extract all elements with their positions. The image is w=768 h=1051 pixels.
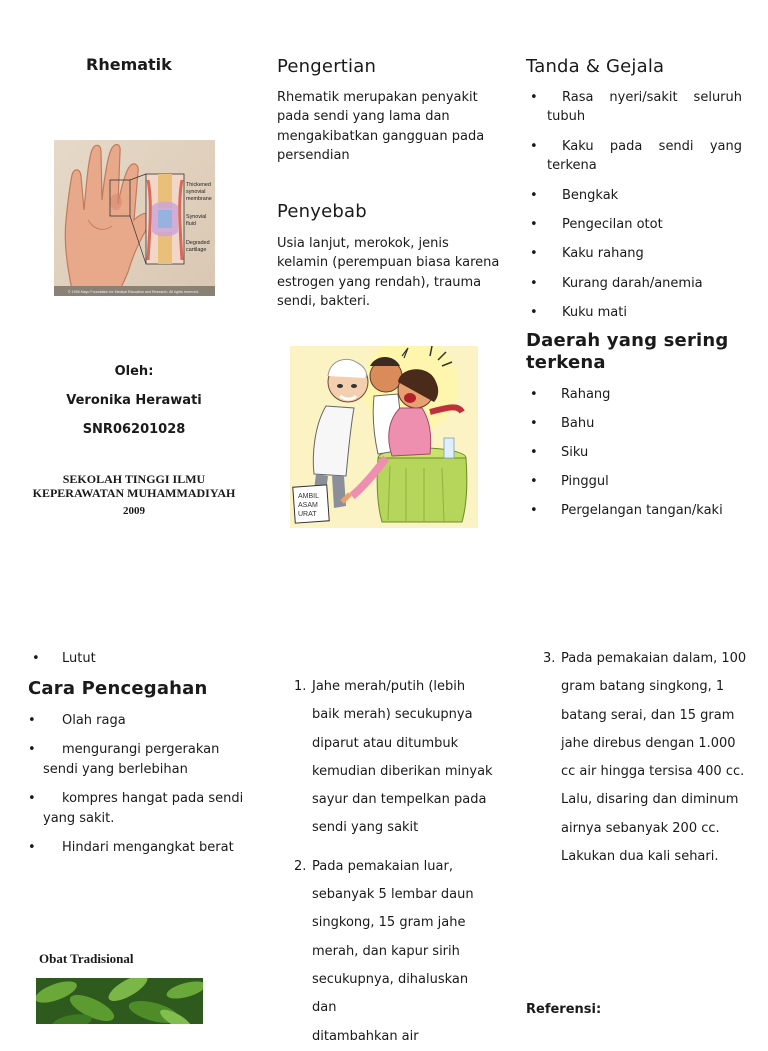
- bullet-icon: •: [530, 90, 538, 105]
- bullet-icon: •: [530, 246, 538, 262]
- lutut-list: [32, 649, 182, 668]
- list-item: • Pergelangan tangan/kaki: [530, 501, 750, 520]
- list-item: • mengurangi pergerakan: [28, 740, 258, 759]
- section-title-daerah: [526, 330, 729, 374]
- list-item: • Siku: [530, 443, 750, 462]
- svg-text:Degraded: Degraded: [186, 240, 210, 246]
- recipe-list-continued: [543, 645, 753, 871]
- svg-text:© 1998 Mayo Foundation for Med: © 1998 Mayo Foundation for Medical Education and Research. All rights reserved.: [68, 290, 199, 294]
- recipe-list: [294, 673, 494, 1051]
- penyebab-line: sendi, bakteri.: [277, 294, 371, 310]
- list-item: • Bengkak: [530, 186, 742, 205]
- school-year: 2009: [123, 505, 145, 517]
- penyebab-text: [277, 234, 507, 312]
- bullet-icon: •: [530, 305, 538, 321]
- bullet-icon: •: [530, 217, 538, 233]
- svg-text:fluid: fluid: [186, 221, 196, 227]
- school-name: [20, 472, 248, 518]
- section-title-gejala: Tanda & Gejala: [526, 56, 665, 77]
- penyebab-line: kelamin (perempuan biasa karena: [277, 255, 500, 271]
- bullet-icon: •: [28, 713, 36, 728]
- list-item: • Hindari mengangkat berat: [28, 838, 258, 857]
- list-item: • Lutut: [32, 649, 182, 668]
- school-name-line1: SEKOLAH TINGGI ILMU: [62, 472, 206, 486]
- references-heading: Referensi:: [526, 1002, 602, 1017]
- gejala-list: [530, 88, 742, 323]
- recipe-item-1: 1. Jahe merah/putih (lebih baik merah) secukupnya diparut atau ditumbuk kemudian diberikan minyak sayur dan tempelkan pada sendi yang sakit: [294, 679, 493, 836]
- bullet-icon: •: [28, 791, 36, 807]
- bullet-icon: •: [530, 275, 538, 291]
- patient-doctor-cartoon: [290, 346, 478, 528]
- recipe-item-2: 2. Pada pemakaian luar, sebanyak 5 lembar daun singkong, 15 gram jahe merah, dan kapur sirih secukupnya, dihaluskan dan ditambahkan air: [294, 858, 474, 1044]
- list-item-continued: yang sakit.: [43, 810, 115, 826]
- bullet-icon: •: [28, 840, 36, 856]
- sign-line2: ASAM: [298, 502, 318, 509]
- bullet-icon: •: [530, 474, 538, 490]
- bullet-icon: •: [32, 651, 40, 666]
- bullet-icon: •: [530, 416, 538, 432]
- list-item: • Olah raga: [28, 711, 258, 730]
- recipe-item-3: 3. Pada pemakaian dalam, 100 gram batang singkong, 1 batang serai, dan 15 gram jahe direbus dengan 1.000 cc air hingga tersisa 400 cc. Lalu, disaring dan diminum airnya sebanyak 200 cc. Lakukan dua kali sehari.: [543, 651, 747, 865]
- list-item: • Pinggul: [530, 472, 750, 491]
- section-title-pengertian: Pengertian: [277, 56, 377, 77]
- list-item: • Bahu: [530, 414, 750, 433]
- svg-text:cartilage: cartilage: [186, 247, 207, 253]
- bullet-icon: •: [530, 503, 538, 519]
- section-title-daerah-line2: terkena: [526, 352, 606, 373]
- list-item: • Kuku mati: [530, 303, 742, 322]
- list-item: • Kaku pada sendi yang: [530, 137, 742, 156]
- bullet-icon: •: [530, 138, 538, 154]
- svg-text:membrane: membrane: [186, 196, 212, 202]
- pengertian-line: Rhematik merupakan penyakit: [277, 90, 478, 105]
- penyebab-line: estrogen yang rendah), trauma: [277, 274, 482, 290]
- pengertian-text: [277, 88, 497, 166]
- svg-text:synovial: synovial: [186, 189, 206, 195]
- svg-text:Synovial: Synovial: [186, 214, 207, 220]
- penyebab-line: Usia lanjut, merokok, jenis: [277, 236, 449, 251]
- bullet-icon: •: [530, 445, 538, 461]
- section-title-daerah-line1: Daerah yang sering: [526, 330, 729, 351]
- brochure-title: Rhematik: [86, 55, 172, 74]
- bullet-icon: •: [28, 742, 36, 758]
- bullet-icon: •: [530, 187, 538, 203]
- list-item: • Kurang darah/anemia: [530, 274, 742, 293]
- list-item-continued: sendi yang berlebihan: [43, 761, 188, 777]
- daerah-list: [530, 385, 750, 521]
- section-title-obat: Obat Tradisional: [39, 951, 134, 966]
- author-prefix: Oleh:: [114, 364, 154, 379]
- sign-line3: URAT: [298, 511, 317, 518]
- section-title-pencegahan: Cara Pencegahan: [28, 678, 208, 699]
- pencegahan-list: [28, 711, 258, 857]
- bullet-icon: •: [530, 387, 538, 402]
- list-item-continued: tubuh: [547, 109, 586, 125]
- pengertian-line: pada sendi yang lama dan: [277, 109, 450, 125]
- list-item: • Pengecilan otot: [530, 215, 742, 234]
- sign-line1: AMBIL: [298, 493, 320, 500]
- list-item: • kompres hangat pada sendi: [28, 789, 258, 808]
- list-item: • Kaku rahang: [530, 244, 742, 263]
- author-id: SNR06201028: [82, 422, 186, 437]
- svg-text:Thickened: Thickened: [186, 182, 211, 188]
- pengertian-line: mengakibatkan gangguan pada: [277, 128, 485, 144]
- arthritis-hand-illustration: [54, 140, 215, 296]
- list-item: • Rahang: [530, 385, 750, 404]
- list-item-continued: terkena: [547, 158, 597, 174]
- pengertian-line: persendian: [277, 148, 350, 164]
- list-item: • Rasa nyeri/sakit seluruh: [530, 88, 742, 107]
- section-title-penyebab: Penyebab: [277, 201, 367, 222]
- school-name-line2: KEPERAWATAN MUHAMMADIYAH: [32, 486, 236, 500]
- leaves-photo: [36, 978, 203, 1024]
- author-name: Veronika Herawati: [66, 393, 202, 408]
